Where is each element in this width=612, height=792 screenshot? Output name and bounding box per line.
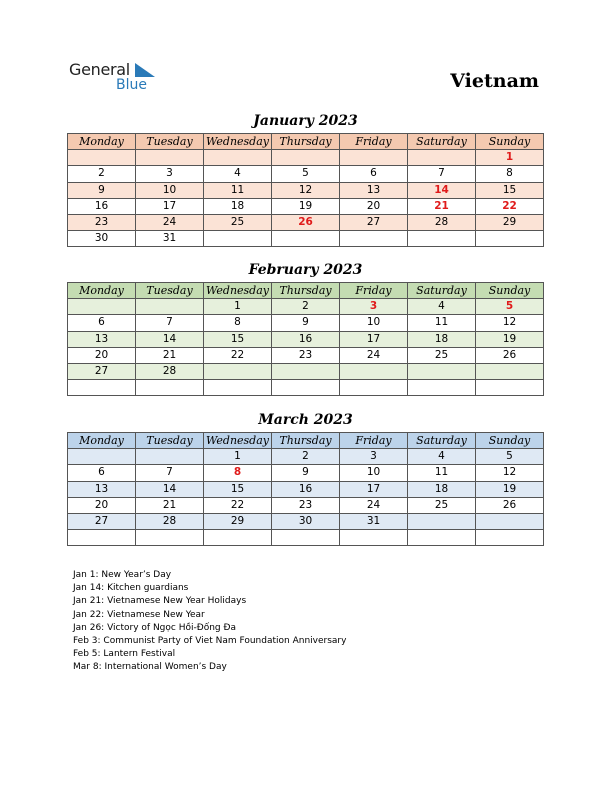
week-row [68, 380, 544, 396]
week-row [68, 347, 544, 363]
day-cell: 27 [68, 513, 136, 529]
month-title-february: February 2023 [248, 262, 363, 278]
empty-day-cell [476, 530, 544, 546]
day-cell: 14 [408, 182, 476, 198]
weekday-header: Wednesday [204, 283, 272, 299]
week-row [68, 166, 544, 182]
week-row [68, 513, 544, 529]
logo-word-general: General [69, 60, 130, 79]
week-row [68, 465, 544, 481]
week-row [68, 182, 544, 198]
day-cell: 13 [68, 481, 136, 497]
weekday-header: Friday [340, 134, 408, 150]
empty-day-cell [272, 363, 340, 379]
country-title: Vietnam [450, 70, 539, 92]
day-cell: 26 [272, 214, 340, 230]
day-cell: 10 [340, 465, 408, 481]
day-cell: 23 [68, 214, 136, 230]
day-cell: 12 [476, 465, 544, 481]
day-cell: 9 [272, 315, 340, 331]
calendar-march [67, 432, 544, 546]
holiday-item: Jan 21: Vietnamese New Year Holidays [73, 596, 247, 607]
month-title-march: March 2023 [258, 412, 353, 428]
day-cell: 18 [408, 481, 476, 497]
day-cell: 24 [340, 347, 408, 363]
week-row [68, 315, 544, 331]
day-cell: 30 [272, 513, 340, 529]
weekday-header: Friday [340, 283, 408, 299]
weekday-header: Sunday [476, 433, 544, 449]
empty-day-cell [204, 363, 272, 379]
empty-day-cell [340, 150, 408, 166]
holiday-item: Jan 14: Kitchen guardians [73, 583, 189, 594]
day-cell: 7 [136, 465, 204, 481]
day-cell: 5 [476, 449, 544, 465]
empty-day-cell [272, 231, 340, 247]
day-cell: 14 [136, 481, 204, 497]
day-cell: 10 [136, 182, 204, 198]
weekday-header: Thursday [272, 134, 340, 150]
weekday-header: Thursday [272, 433, 340, 449]
empty-day-cell [136, 150, 204, 166]
day-cell: 1 [204, 449, 272, 465]
day-cell: 6 [68, 315, 136, 331]
day-cell: 11 [204, 182, 272, 198]
empty-day-cell [204, 150, 272, 166]
holiday-item: Jan 26: Victory of Ngọc Hồi-Đống Đa [73, 622, 236, 633]
day-cell: 23 [272, 347, 340, 363]
day-cell: 17 [340, 481, 408, 497]
day-cell: 3 [136, 166, 204, 182]
day-cell: 14 [136, 331, 204, 347]
week-row [68, 299, 544, 315]
day-cell: 4 [408, 449, 476, 465]
week-row [68, 363, 544, 379]
weekday-header: Friday [340, 433, 408, 449]
week-row [68, 150, 544, 166]
day-cell: 2 [272, 299, 340, 315]
holiday-item: Feb 3: Communist Party of Viet Nam Foundation Anniversary [73, 636, 347, 647]
day-cell: 29 [476, 214, 544, 230]
calendar-february [67, 282, 544, 396]
day-cell: 21 [136, 347, 204, 363]
weekday-header: Saturday [408, 283, 476, 299]
empty-day-cell [476, 380, 544, 396]
day-cell: 24 [340, 497, 408, 513]
empty-day-cell [204, 231, 272, 247]
day-cell: 10 [340, 315, 408, 331]
week-row [68, 449, 544, 465]
day-cell: 26 [476, 347, 544, 363]
empty-day-cell [136, 530, 204, 546]
holiday-item: Jan 1: New Year’s Day [73, 570, 172, 580]
day-cell: 16 [272, 331, 340, 347]
day-cell: 19 [272, 198, 340, 214]
day-cell: 18 [408, 331, 476, 347]
day-cell: 15 [204, 331, 272, 347]
empty-day-cell [272, 530, 340, 546]
weekday-header: Sunday [476, 134, 544, 150]
holiday-item: Mar 8: International Women’s Day [73, 662, 227, 673]
day-cell: 2 [272, 449, 340, 465]
day-cell: 4 [204, 166, 272, 182]
day-cell: 12 [476, 315, 544, 331]
day-cell: 1 [204, 299, 272, 315]
day-cell: 8 [204, 315, 272, 331]
day-cell: 7 [408, 166, 476, 182]
empty-day-cell [408, 231, 476, 247]
logo-flag-icon [135, 63, 155, 77]
day-cell: 4 [408, 299, 476, 315]
empty-day-cell [340, 380, 408, 396]
day-cell: 12 [272, 182, 340, 198]
weekday-header: Monday [68, 283, 136, 299]
empty-day-cell [272, 150, 340, 166]
week-row [68, 530, 544, 546]
empty-day-cell [68, 530, 136, 546]
day-cell: 22 [204, 347, 272, 363]
day-cell: 31 [340, 513, 408, 529]
day-cell: 21 [136, 497, 204, 513]
empty-day-cell [476, 231, 544, 247]
week-row [68, 198, 544, 214]
day-cell: 16 [272, 481, 340, 497]
day-cell: 1 [476, 150, 544, 166]
day-cell: 11 [408, 465, 476, 481]
weekday-header: Tuesday [136, 433, 204, 449]
day-cell: 13 [340, 182, 408, 198]
day-cell: 2 [68, 166, 136, 182]
day-cell: 6 [68, 465, 136, 481]
day-cell: 20 [68, 347, 136, 363]
day-cell: 27 [340, 214, 408, 230]
general-blue-logo [69, 60, 159, 96]
day-cell: 5 [272, 166, 340, 182]
day-cell: 28 [136, 513, 204, 529]
weekday-header: Thursday [272, 283, 340, 299]
empty-day-cell [340, 530, 408, 546]
weekday-header: Sunday [476, 283, 544, 299]
holiday-item: Feb 5: Lantern Festival [73, 649, 176, 660]
week-row [68, 497, 544, 513]
logo-word-blue: Blue [116, 77, 147, 93]
day-cell: 13 [68, 331, 136, 347]
empty-day-cell [68, 380, 136, 396]
day-cell: 6 [340, 166, 408, 182]
day-cell: 28 [408, 214, 476, 230]
month-title-january: January 2023 [253, 113, 358, 129]
weekday-header: Wednesday [204, 433, 272, 449]
weekday-header: Monday [68, 134, 136, 150]
day-cell: 11 [408, 315, 476, 331]
empty-day-cell [68, 150, 136, 166]
empty-day-cell [136, 380, 204, 396]
day-cell: 3 [340, 299, 408, 315]
day-cell: 24 [136, 214, 204, 230]
day-cell: 8 [204, 465, 272, 481]
weekday-header: Tuesday [136, 134, 204, 150]
empty-day-cell [204, 380, 272, 396]
weekday-header: Wednesday [204, 134, 272, 150]
weekday-header-row [68, 283, 544, 299]
day-cell: 19 [476, 481, 544, 497]
day-cell: 27 [68, 363, 136, 379]
empty-day-cell [136, 449, 204, 465]
day-cell: 25 [408, 497, 476, 513]
day-cell: 28 [136, 363, 204, 379]
weekday-header-row [68, 433, 544, 449]
empty-day-cell [408, 380, 476, 396]
day-cell: 8 [476, 166, 544, 182]
day-cell: 15 [204, 481, 272, 497]
weekday-header-row [68, 134, 544, 150]
empty-day-cell [272, 380, 340, 396]
holiday-list [73, 569, 346, 675]
week-row [68, 214, 544, 230]
holiday-item: Jan 22: Vietnamese New Year [73, 609, 205, 620]
empty-day-cell [408, 513, 476, 529]
day-cell: 22 [476, 198, 544, 214]
empty-day-cell [476, 363, 544, 379]
day-cell: 18 [204, 198, 272, 214]
day-cell: 25 [408, 347, 476, 363]
day-cell: 21 [408, 198, 476, 214]
day-cell: 17 [340, 331, 408, 347]
empty-day-cell [476, 513, 544, 529]
day-cell: 7 [136, 315, 204, 331]
empty-day-cell [340, 363, 408, 379]
day-cell: 20 [340, 198, 408, 214]
day-cell: 17 [136, 198, 204, 214]
empty-day-cell [408, 150, 476, 166]
day-cell: 5 [476, 299, 544, 315]
day-cell: 31 [136, 231, 204, 247]
weekday-header: Saturday [408, 433, 476, 449]
empty-day-cell [136, 299, 204, 315]
day-cell: 30 [68, 231, 136, 247]
weekday-header: Saturday [408, 134, 476, 150]
day-cell: 29 [204, 513, 272, 529]
weekday-header: Monday [68, 433, 136, 449]
day-cell: 16 [68, 198, 136, 214]
day-cell: 23 [272, 497, 340, 513]
empty-day-cell [408, 530, 476, 546]
week-row [68, 231, 544, 247]
day-cell: 9 [68, 182, 136, 198]
week-row [68, 481, 544, 497]
calendar-january [67, 133, 544, 247]
day-cell: 25 [204, 214, 272, 230]
day-cell: 26 [476, 497, 544, 513]
day-cell: 20 [68, 497, 136, 513]
day-cell: 22 [204, 497, 272, 513]
empty-day-cell [68, 299, 136, 315]
week-row [68, 331, 544, 347]
weekday-header: Tuesday [136, 283, 204, 299]
empty-day-cell [408, 363, 476, 379]
day-cell: 19 [476, 331, 544, 347]
day-cell: 15 [476, 182, 544, 198]
empty-day-cell [68, 449, 136, 465]
day-cell: 3 [340, 449, 408, 465]
empty-day-cell [204, 530, 272, 546]
day-cell: 9 [272, 465, 340, 481]
empty-day-cell [340, 231, 408, 247]
